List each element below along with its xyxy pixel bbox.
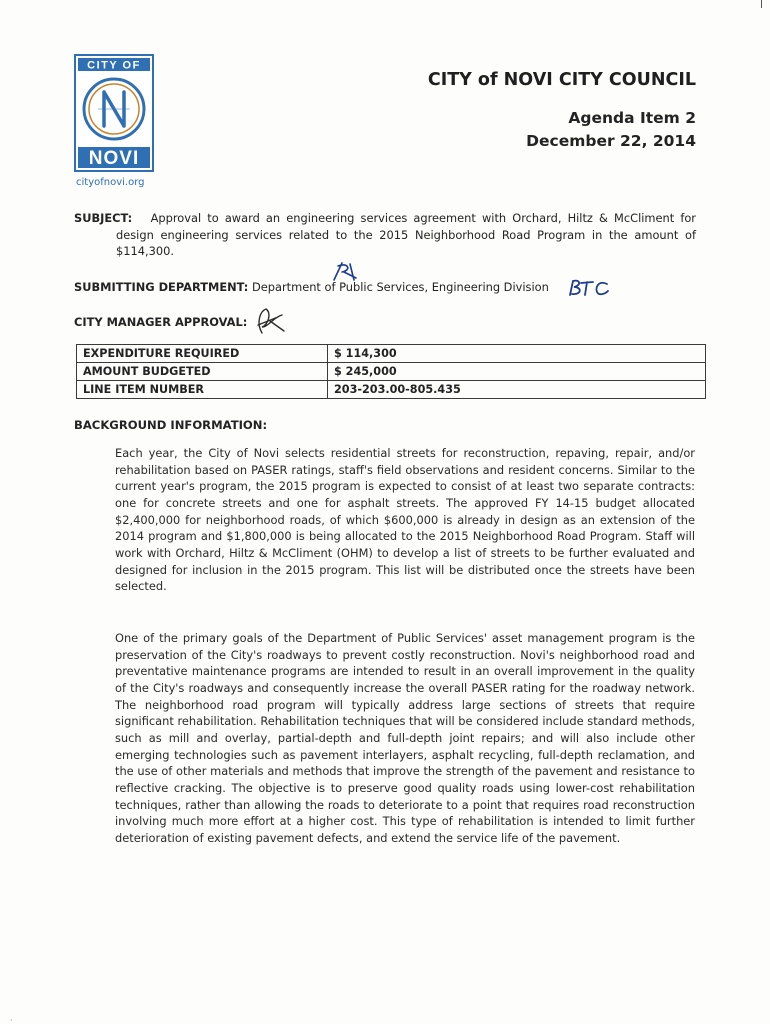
submitting-department-row xyxy=(74,280,549,294)
page-edge-mark xyxy=(761,0,762,8)
meeting-date: December 22, 2014 xyxy=(526,132,696,150)
background-paragraph: Each year, the City of Novi selects residential streets for reconstruction, repaving, repair, and/or rehabilitation based on PASER ratings, staff's field observations and resident concerns. Similar to the current year's program, the 2015 program is expected to consist of at least two separate contracts: one for concrete streets and one for asphalt streets. The approved FY 14-15 budget allocated $2,400,000 for neighborhood roads, of which $600,000 is already in design as an extension of the 2014 program and $1,800,000 is being allocated to the 2015 Neighborhood Road Program. Staff will work with Orchard, Hiltz & McCliment (OHM) to develop a list of streets to be further evaluated and designed for inclusion in the 2015 program. This list will be distributed once the streets have been selected. xyxy=(115,446,695,594)
logo-bottom-text: NOVI xyxy=(88,148,140,169)
table-row xyxy=(77,381,706,399)
submitting-department-value: Department of Public Services, Engineering Division xyxy=(251,280,549,294)
city-manager-signature xyxy=(248,305,288,337)
fiscal-impact-table xyxy=(76,344,706,399)
logo-top-text: CITY OF xyxy=(87,59,141,72)
submitting-department-label: SUBMITTING DEPARTMENT: xyxy=(74,280,249,294)
table-cell-label: EXPENDITURE REQUIRED xyxy=(77,345,328,363)
table-row xyxy=(77,345,706,363)
subject-label: SUBJECT: xyxy=(74,211,133,225)
handwritten-btc-initials xyxy=(567,277,611,299)
table-row xyxy=(77,363,706,381)
scan-speck: · xyxy=(10,1016,13,1025)
agenda-item-label: Agenda Item 2 xyxy=(568,109,696,127)
background-heading: BACKGROUND INFORMATION: xyxy=(74,418,268,432)
city-of-novi-logo xyxy=(74,54,154,172)
table-cell-value: $ 114,300 xyxy=(328,345,706,363)
background-paragraph: One of the primary goals of the Department of Public Services' asset management program is the preservation of the City's roadways to prevent costly reconstruction. Novi's neighborhood road and preventative maintenance programs are intended to result in an overall improvement in the quality of the City's roadways and consequently increase the overall PASER rating for the roadway network. The neighborhood road program will typically address large sections of streets that require significant rehabilitation. Rehabilitation techniques that will be considered include standard methods, such as mill and overlay, partial-depth and full-depth joint repairs; and will also include other emerging technologies such as pavement interlayers, asphalt recycling, full-depth reclamation, and the use of other materials and methods that improve the strength of the pavement and resistance to reflective cracking. The objective is to preserve good quality roads using lower-cost rehabilitation techniques, rather than allowing the roads to deteriorate to a point that requires road reconstruction involving much more effort at a higher cost. This type of rehabilitation is intended to limit further deterioration of existing pavement defects, and extend the service life of the pavement. xyxy=(115,631,695,845)
city-manager-approval-label: CITY MANAGER APPROVAL: xyxy=(74,315,248,329)
table-cell-value: 203-203.00-805.435 xyxy=(328,381,706,399)
council-title: CITY of NOVI CITY COUNCIL xyxy=(427,70,696,90)
subject-text: Approval to award an engineering services agreement with Orchard, Hiltz & McCliment for design engineering services related to the 2015 Neighborhood Road Program in the amount of $114,300. xyxy=(116,211,696,259)
table-cell-label: LINE ITEM NUMBER xyxy=(77,381,328,399)
table-cell-value: $ 245,000 xyxy=(328,363,706,381)
subject-block xyxy=(74,210,696,260)
table-cell-label: AMOUNT BUDGETED xyxy=(77,363,328,381)
logo-caption: cityofnovi.org xyxy=(76,177,145,188)
